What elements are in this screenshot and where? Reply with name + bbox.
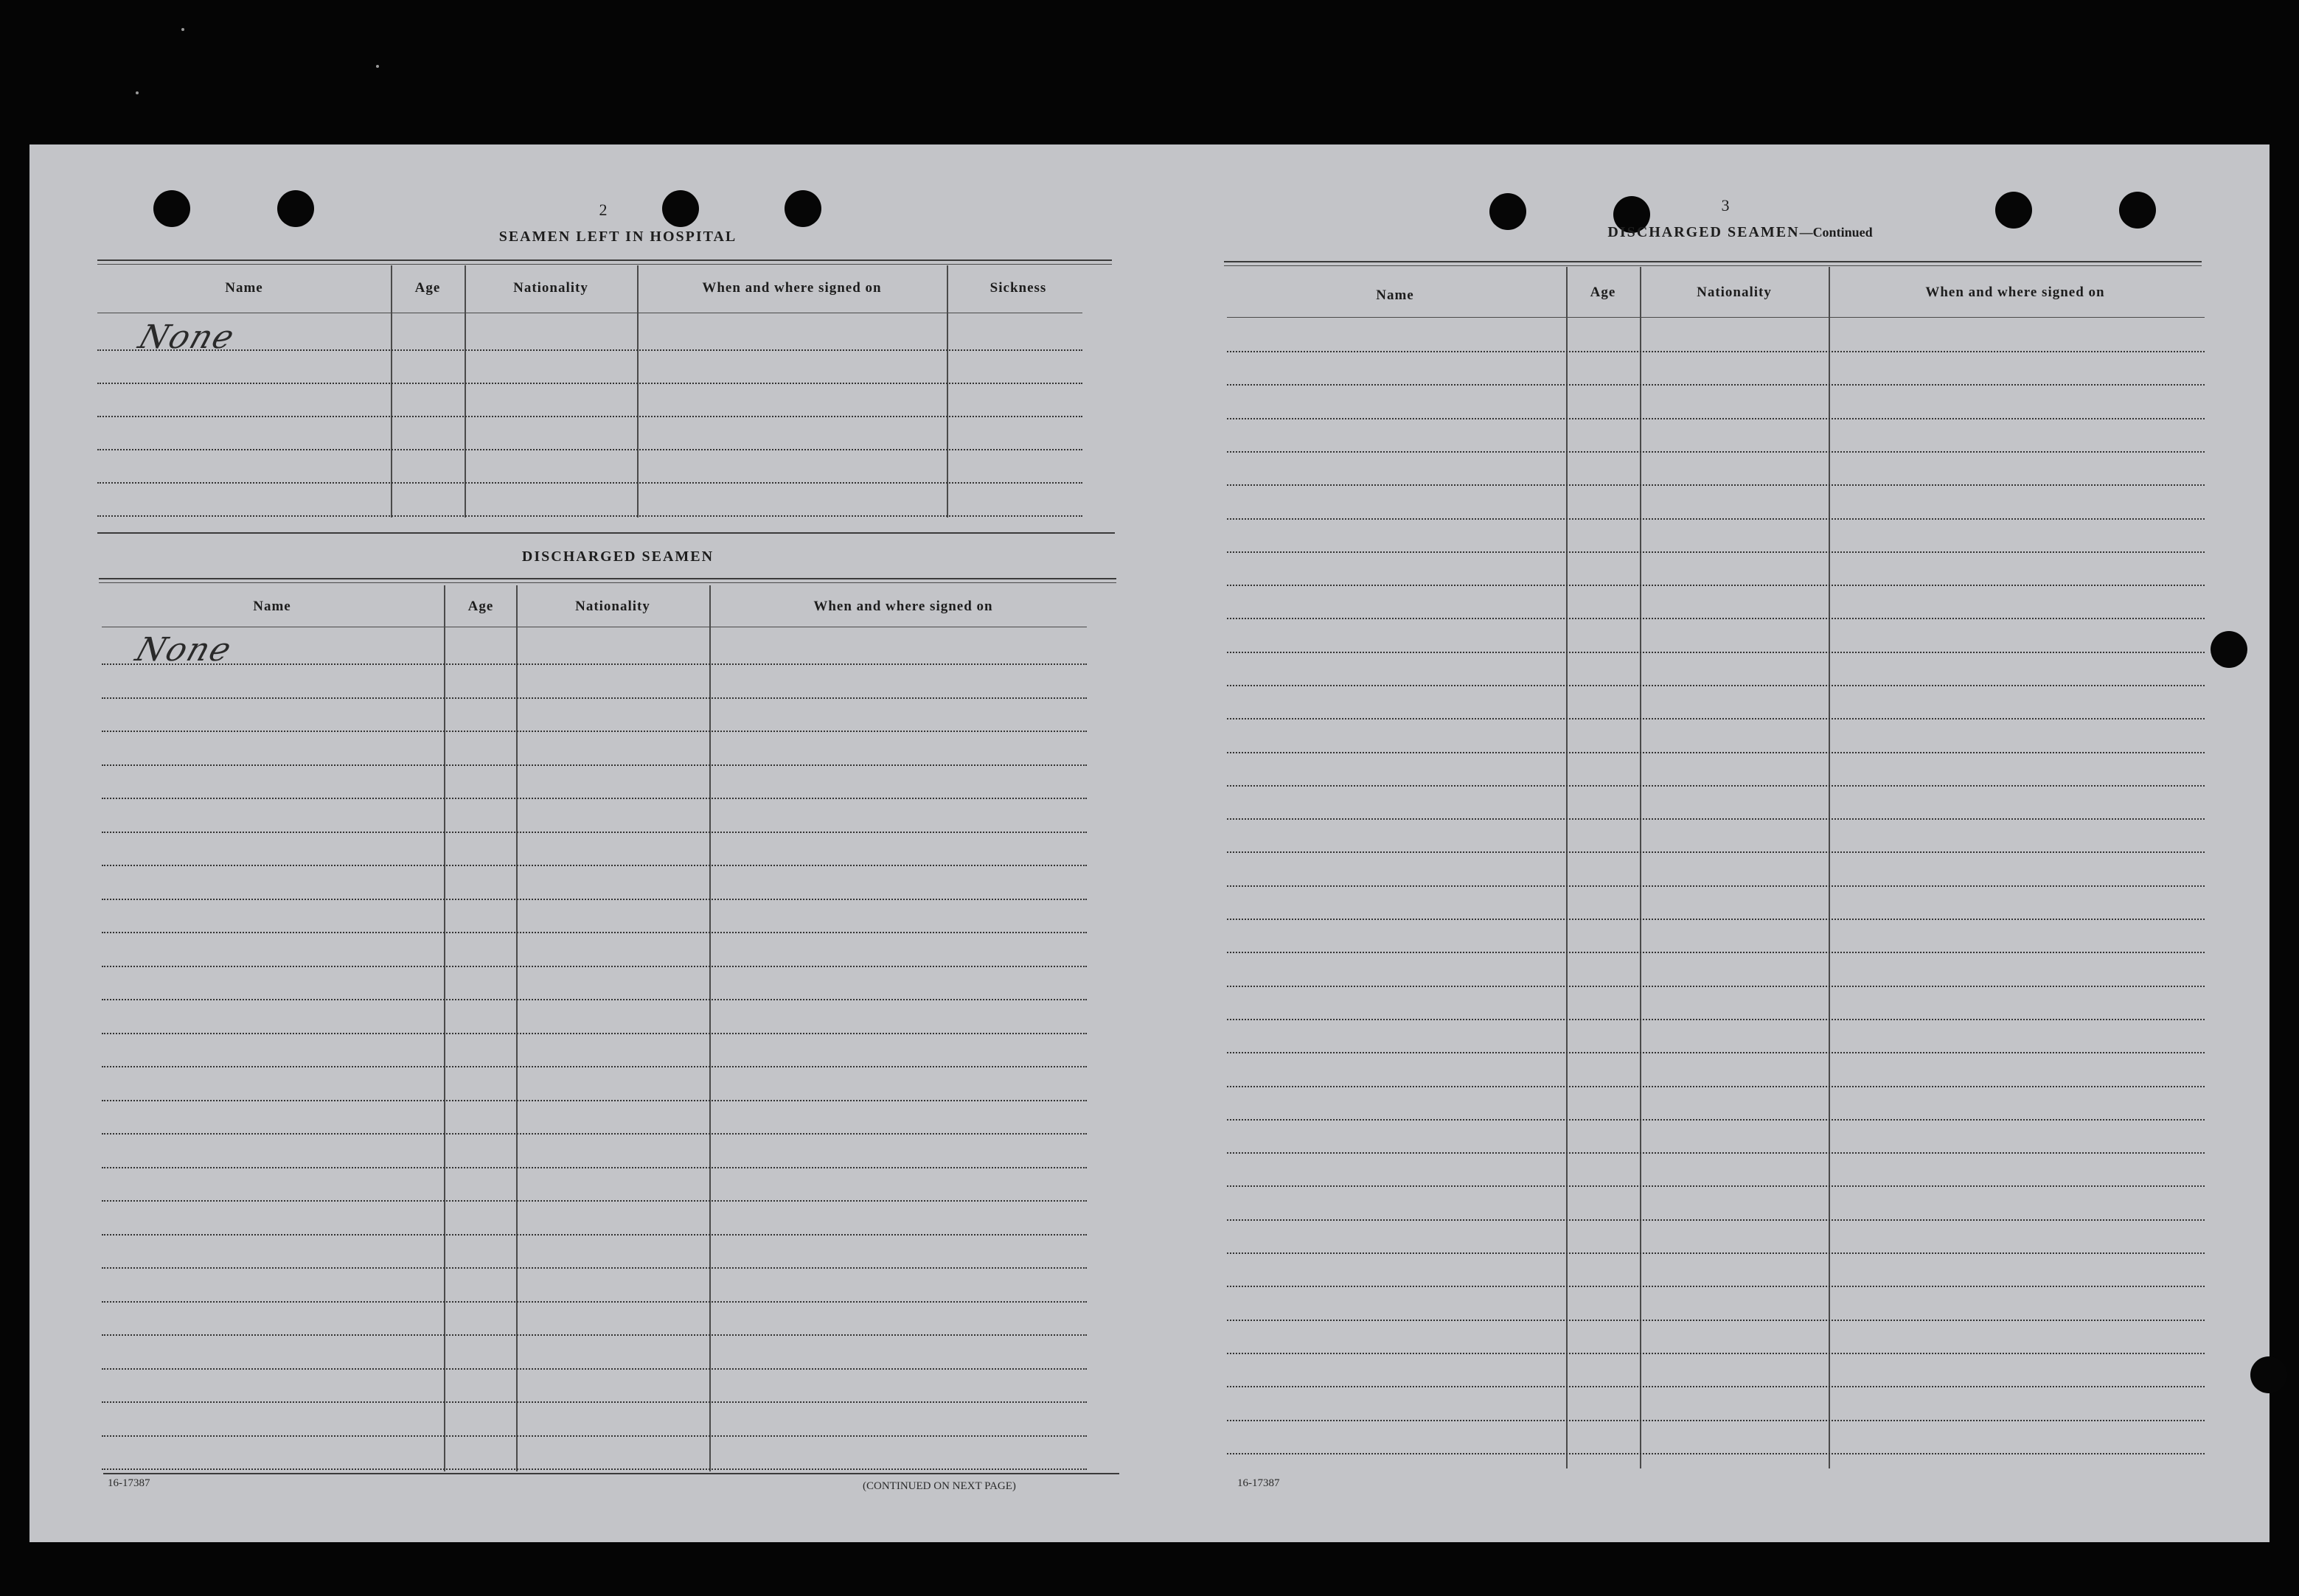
entry-line: [97, 383, 1082, 384]
entry-line: [1227, 1086, 2205, 1087]
discharged-section-title: DISCHARGED SEAMEN: [521, 548, 714, 565]
column-header: Name: [253, 599, 291, 614]
entry-line: [1227, 1219, 2205, 1221]
divider: [97, 259, 1112, 261]
entry-line: [102, 798, 1087, 799]
entry-line: [1227, 718, 2205, 719]
entry-line: [1227, 1286, 2205, 1287]
entry-line: [102, 764, 1087, 766]
divider: [99, 578, 1116, 579]
entry-line: [102, 1368, 1087, 1370]
entry-line: [1227, 1019, 2205, 1020]
column-divider: [709, 585, 711, 1471]
continued-note: (CONTINUED ON NEXT PAGE): [863, 1480, 1016, 1492]
hospital-section-title: SEAMEN LEFT IN HOSPITAL: [498, 229, 737, 245]
entry-line: [102, 663, 1087, 665]
divider: [1224, 265, 2202, 266]
column-divider: [391, 265, 392, 518]
column-divider: [444, 585, 445, 1471]
title-suffix: —Continued: [1799, 225, 1873, 240]
column-header: Sickness: [989, 280, 1047, 296]
entry-line: [102, 1167, 1087, 1168]
punch-hole: [785, 190, 821, 227]
entry-line: [1227, 518, 2205, 520]
entry-line: [102, 1301, 1087, 1303]
header-rule: [1227, 317, 2205, 318]
column-divider: [947, 265, 948, 518]
entry-line: [1227, 652, 2205, 653]
entry-line: [102, 899, 1087, 900]
entry-line: [1227, 1420, 2205, 1421]
entry-line: [97, 449, 1082, 450]
entry-line: [1227, 585, 2205, 586]
entry-line: [97, 416, 1082, 417]
entry-line: [1227, 451, 2205, 453]
punch-hole: [662, 190, 699, 227]
entry-line: [1227, 1453, 2205, 1454]
entry-line: [102, 1234, 1087, 1236]
column-header: Age: [1590, 285, 1616, 300]
column-header: When and where signed on: [702, 280, 882, 296]
column-header: Age: [467, 599, 494, 614]
entry-line: [1227, 885, 2205, 887]
column-header: Name: [225, 280, 263, 296]
column-divider: [637, 265, 639, 518]
divider: [103, 1473, 1119, 1474]
entry-line: [1227, 1353, 2205, 1354]
punch-hole: [153, 190, 190, 227]
entry-line: [102, 1334, 1087, 1336]
entry-line: [1227, 986, 2205, 987]
column-header: Nationality: [1697, 285, 1772, 300]
column-divider: [516, 585, 518, 1471]
divider: [99, 582, 1116, 583]
column-divider: [1566, 267, 1568, 1468]
discharged-continued-title: [1475, 224, 2006, 241]
punch-hole: [277, 190, 314, 227]
column-divider: [1829, 267, 1830, 1468]
entry-line: [1227, 1386, 2205, 1387]
entry-line: [1227, 851, 2205, 853]
page-number: 3: [1721, 196, 1730, 215]
column-header: Name: [1376, 288, 1414, 303]
column-header: Age: [414, 280, 441, 296]
entry-line: [1227, 1052, 2205, 1053]
entry-line: [102, 999, 1087, 1000]
entry-line: [102, 1133, 1087, 1135]
column-header: Nationality: [513, 280, 588, 296]
entry-line: [102, 1066, 1087, 1067]
entry-line: [1227, 618, 2205, 619]
entry-line: [1227, 785, 2205, 787]
handwritten-entry: None: [133, 318, 240, 356]
entry-line: [1227, 418, 2205, 419]
entry-line: [1227, 818, 2205, 820]
entry-line: [102, 1401, 1087, 1403]
entry-line: [102, 865, 1087, 866]
entry-line: [1227, 484, 2205, 486]
entry-line: [1227, 919, 2205, 920]
divider: [1224, 261, 2202, 262]
column-divider: [1640, 267, 1641, 1468]
handwritten-entry: None: [131, 631, 237, 669]
punch-hole: [2119, 192, 2156, 229]
column-header: When and where signed on: [813, 599, 993, 614]
punch-hole: [2211, 631, 2247, 668]
entry-line: [1227, 351, 2205, 352]
entry-line: [102, 731, 1087, 732]
entry-line: [102, 1200, 1087, 1202]
entry-line: [102, 1435, 1087, 1437]
entry-line: [1227, 1185, 2205, 1187]
entry-line: [102, 1267, 1087, 1269]
entry-line: [102, 697, 1087, 699]
entry-line: [102, 1033, 1087, 1034]
column-header: Nationality: [575, 599, 650, 614]
page-number: 2: [599, 201, 608, 219]
entry-line: [102, 1100, 1087, 1101]
entry-line: [1227, 952, 2205, 953]
column-divider: [465, 265, 466, 518]
entry-line: [1227, 685, 2205, 686]
punch-hole: [1995, 192, 2032, 229]
column-header: When and where signed on: [1925, 285, 2105, 300]
punch-hole: [2250, 1356, 2287, 1393]
title-main: DISCHARGED SEAMEN: [1607, 224, 1800, 240]
form-number: 16-17387: [1237, 1477, 1280, 1489]
entry-line: [1227, 1252, 2205, 1254]
divider: [97, 532, 1115, 534]
entry-line: [97, 515, 1082, 517]
entry-line: [1227, 1152, 2205, 1154]
divider: [97, 264, 1112, 265]
document-sheet: [29, 144, 2270, 1542]
entry-line: [102, 832, 1087, 833]
entry-line: [102, 1468, 1087, 1470]
entry-line: [1227, 1320, 2205, 1321]
entry-line: [1227, 384, 2205, 386]
entry-line: [102, 966, 1087, 967]
entry-line: [1227, 1119, 2205, 1121]
entry-line: [97, 349, 1082, 351]
entry-line: [1227, 551, 2205, 553]
entry-line: [97, 482, 1082, 484]
entry-line: [102, 932, 1087, 933]
form-number: 16-17387: [108, 1477, 150, 1489]
entry-line: [1227, 752, 2205, 753]
